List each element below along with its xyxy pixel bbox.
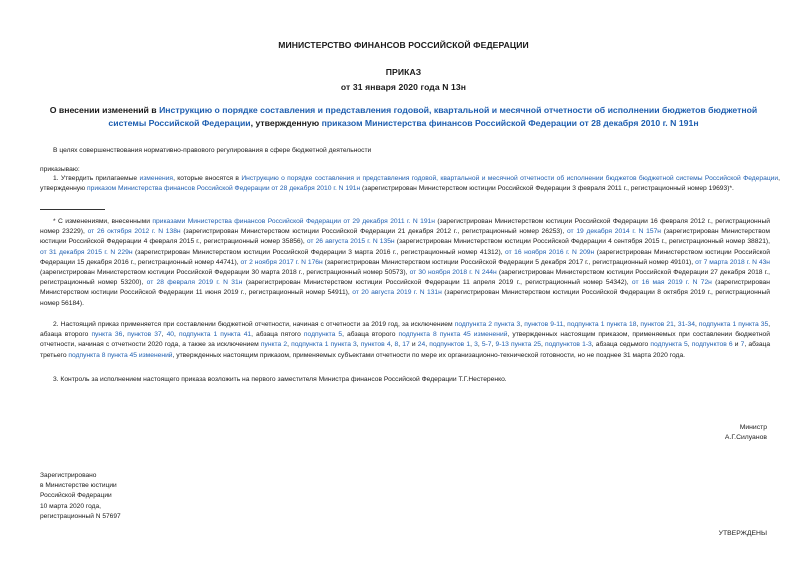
- p2-link[interactable]: 9-13 пункта 25: [495, 341, 541, 349]
- p2-link[interactable]: подпунктов 1-3: [544, 341, 592, 349]
- fn-link[interactable]: приказами Министерства финансов Российской Федерации от 29 декабря 2011 г. N 191н: [152, 218, 435, 225]
- p2-link[interactable]: 24: [417, 341, 426, 349]
- p2-text: ,: [287, 341, 292, 349]
- p2-link[interactable]: 5-7: [481, 341, 492, 349]
- fn-link[interactable]: от 2 ноября 2017 г. N 176н: [240, 258, 323, 266]
- p2-text: 2. Настоящий приказ применяется при составлении бюджетной отчетности, начиная с отчетности за 2019 год, за исключением: [53, 321, 455, 328]
- fn-link[interactable]: от 7 марта 2018 г. N 43н: [695, 258, 770, 266]
- document-title: [40, 104, 767, 130]
- fn-link[interactable]: от 19 декабря 2014 г. N 157н: [566, 228, 661, 236]
- p2-link[interactable]: пунктов 37: [127, 331, 162, 339]
- p2-text: и: [409, 341, 418, 349]
- p1-link-instruction[interactable]: Инструкцию о порядке составления и представления годовой, квартальной и месячной отчетности об исполнении бюджетов бюджетной системы Российской Федерации: [241, 175, 779, 182]
- fn-link[interactable]: от 31 декабря 2015 г. N 229н: [40, 248, 133, 256]
- prikazyvayu-text: приказываю:: [40, 166, 80, 173]
- p2-text: ,: [470, 341, 475, 349]
- intro-paragraph: В целях совершенствования нормативно-правового регулирования в сфере бюджетной деятельности: [53, 147, 372, 154]
- paragraph-3: 3. Контроль за исполнением настоящего приказа возложить на первого заместителя Министра финансов Российской Федерации Т.Г.Нестеренко.: [53, 376, 507, 383]
- doc-type-heading: ПРИКАЗ: [385, 67, 422, 77]
- p2-link[interactable]: подпункта 8 пункта 45 изменений: [398, 331, 508, 339]
- fn-text: (зарегистрирован Министерством юстиции Российской Федерации 4 сентября 2015 г., регистрационный номер 38821),: [394, 238, 770, 246]
- p1-link-order-191n[interactable]: приказом Министерства финансов Российской Федерации от 28 декабря 2010 г. N 191н: [87, 185, 361, 193]
- p2-link[interactable]: 3: [474, 341, 478, 349]
- p1-text: , утвержденную: [40, 175, 780, 193]
- p2-text: ,: [356, 341, 361, 349]
- p2-link[interactable]: подпункта 1 пункта 18: [567, 321, 637, 328]
- p2-link[interactable]: пунктов 9-11: [524, 321, 564, 328]
- title-text: , утвержденную: [250, 118, 322, 128]
- fn-text: (зарегистрирован Министерством юстиции Российской Федерации 21 декабря 2012 г., регистрационный номер 26253),: [180, 228, 567, 236]
- fn-link[interactable]: от 16 ноября 2016 г. N 209н: [505, 248, 595, 256]
- p2-link[interactable]: пунктов 4: [360, 341, 391, 349]
- p2-link[interactable]: подпункта 5: [650, 341, 688, 349]
- fn-text: (зарегистрирован Министерством юстиции Российской Федерации 11 июня 2019 г., регистрационный номер 54911),: [40, 279, 770, 297]
- fn-text: (зарегистрирован Министерством юстиции Российской Федерации 4 февраля 2015 г., регистрационный номер 35856),: [40, 228, 770, 246]
- p1-text: , которые вносятся в: [173, 175, 242, 182]
- p2-link[interactable]: 40: [166, 331, 175, 339]
- approved-label: УТВЕРЖДЕНЫ: [718, 530, 767, 537]
- p2-text: , абзаца седьмого: [591, 341, 651, 349]
- fn-text: (зарегистрирован Министерством юстиции Российской Федерации 27 декабря 2018 г., регистрационный номер 53200),: [40, 269, 770, 287]
- p2-link[interactable]: пункта 36: [91, 331, 123, 339]
- p2-text: ,: [687, 341, 692, 349]
- p2-text: , абзаца пятого: [251, 331, 304, 339]
- p2-text: , утвержденных настоящим приказом, применяемых при составлении бюджетной отчетности, начиная с отчетности 2020 года, а также за исключением: [40, 331, 770, 349]
- fn-link[interactable]: от 26 августа 2015 г. N 135н: [306, 238, 395, 246]
- title-link-instruction[interactable]: Инструкцию о порядке составления и представления годовой, квартальной и месячной отчетности об исполнении бюджетов бюджетной системы Российской Федерации: [108, 105, 758, 128]
- p2-text: ,: [425, 341, 430, 349]
- p2-link[interactable]: пункта 2: [260, 341, 288, 349]
- fn-text: (зарегистрирован Министерством юстиции Российской Федерации 3 марта 2016 г., регистрационный номер 41312),: [132, 248, 506, 256]
- p2-text: и: [732, 341, 741, 349]
- fn-text: (зарегистрирован Министерством юстиции Российской Федерации 15 декабря 2016 г., регистрационный номер 44741),: [40, 248, 770, 266]
- p2-text: ,: [636, 321, 641, 328]
- p2-link[interactable]: подпунктов 1: [429, 341, 471, 349]
- fn-text: * С изменениями, внесенными: [53, 218, 153, 225]
- fn-link[interactable]: от 16 мая 2019 г. N 72н: [631, 279, 712, 287]
- signatory-position: Министр: [739, 424, 767, 431]
- ministry-heading: МИНИСТЕРСТВО ФИНАНСОВ РОССИЙСКОЙ ФЕДЕРАЦИИ: [278, 40, 529, 50]
- registration-line: в Министерстве юстиции: [40, 482, 117, 490]
- signatory-name: А.Г.Силуанов: [724, 434, 767, 441]
- fn-text: (зарегистрирован Министерством юстиции Российской Федерации 11 апреля 2019 г., регистрационный номер 54342),: [242, 279, 632, 287]
- p2-link[interactable]: подпункта 2 пункта 3: [454, 321, 521, 328]
- paragraph-2: [40, 320, 770, 361]
- p2-text: , абзаца третьего: [40, 341, 771, 359]
- registration-line: регистрационный N 57697: [40, 512, 121, 520]
- p2-text: , утвержденных настоящим приказом, применяемых субъектами отчетности по мере их организационно-технической готовности, но не позднее 31 марта 2020 года.: [172, 351, 686, 359]
- p2-link[interactable]: 8: [394, 341, 399, 349]
- fn-link[interactable]: от 28 февраля 2019 г. N 31н: [146, 279, 243, 287]
- title-text: О внесении изменений в: [49, 105, 160, 115]
- footnote-separator: [40, 209, 105, 210]
- p2-text: ,: [122, 331, 128, 339]
- p1-text: (зарегистрирован Министерством юстиции Российской Федерации 3 февраля 2011 г., регистрационный номер 19693)*.: [360, 185, 734, 193]
- p2-text: , абзаца второго: [342, 331, 399, 339]
- p2-text: , абзаца второго: [40, 321, 771, 339]
- p2-link[interactable]: 31-34: [677, 321, 695, 328]
- p2-link[interactable]: подпункта 1 пункта 35: [698, 321, 769, 328]
- registration-line: 10 марта 2020 года,: [40, 502, 101, 510]
- p2-link[interactable]: подпунктов 6: [691, 341, 733, 349]
- p2-link[interactable]: подпункта 1 пункта 3: [291, 341, 357, 349]
- p2-link[interactable]: подпункта 5: [303, 331, 343, 339]
- paragraph-1: [40, 174, 780, 194]
- p2-link[interactable]: 7: [740, 341, 745, 349]
- p2-text: ,: [398, 341, 403, 349]
- p2-text: ,: [673, 321, 678, 328]
- p2-text: ,: [694, 321, 699, 328]
- p2-text: ,: [390, 341, 395, 349]
- p2-text: ,: [540, 341, 545, 349]
- p2-text: ,: [161, 331, 167, 339]
- title-link-order-191n[interactable]: приказом Министерства финансов Российской Федерации от 28 декабря 2010 г. N 191н: [321, 118, 699, 128]
- fn-link[interactable]: от 20 августа 2019 г. N 131н: [352, 289, 442, 297]
- p2-text: ,: [174, 331, 179, 339]
- fn-text: (зарегистрирован Министерством юстиции Российской Федерации 30 марта 2018 г., регистрационный номер 50573),: [40, 269, 410, 277]
- registration-line: Зарегистрировано: [40, 472, 97, 479]
- p2-text: ,: [563, 321, 568, 328]
- p2-text: ,: [520, 321, 525, 328]
- fn-link[interactable]: от 26 октября 2012 г. N 138н: [87, 228, 181, 236]
- p2-text: ,: [477, 341, 482, 349]
- fn-text: (зарегистрирован Министерством юстиции Российской Федерации 16 февраля 2012 г., регистрационный номер 23229),: [40, 218, 770, 236]
- p2-link[interactable]: подпункта 8 пункта 45 изменений: [68, 351, 173, 359]
- footnote: [40, 217, 770, 309]
- registration-block: [40, 471, 121, 522]
- p2-text: ,: [491, 341, 496, 349]
- p2-link[interactable]: пунктов 21: [640, 321, 674, 328]
- p2-link[interactable]: 17: [402, 341, 410, 349]
- doc-date-number: от 31 января 2020 года N 13н: [340, 82, 467, 92]
- fn-text: (зарегистрирован Министерством юстиции Российской Федерации 5 декабря 2017 г., регистрационный номер 49101),: [322, 258, 696, 266]
- fn-text: (зарегистрирован Министерством юстиции Российской Федерации 8 октября 2019 г., регистрационный номер 56184).: [40, 289, 771, 307]
- p1-link-changes[interactable]: изменения: [139, 175, 174, 182]
- fn-link[interactable]: от 30 ноября 2018 г. N 244н: [409, 269, 497, 277]
- p2-link[interactable]: подпункта 1 пункта 41: [178, 331, 252, 339]
- p1-text: 1. Утвердить прилагаемые: [53, 175, 140, 182]
- registration-line: Российской Федерации: [40, 492, 112, 500]
